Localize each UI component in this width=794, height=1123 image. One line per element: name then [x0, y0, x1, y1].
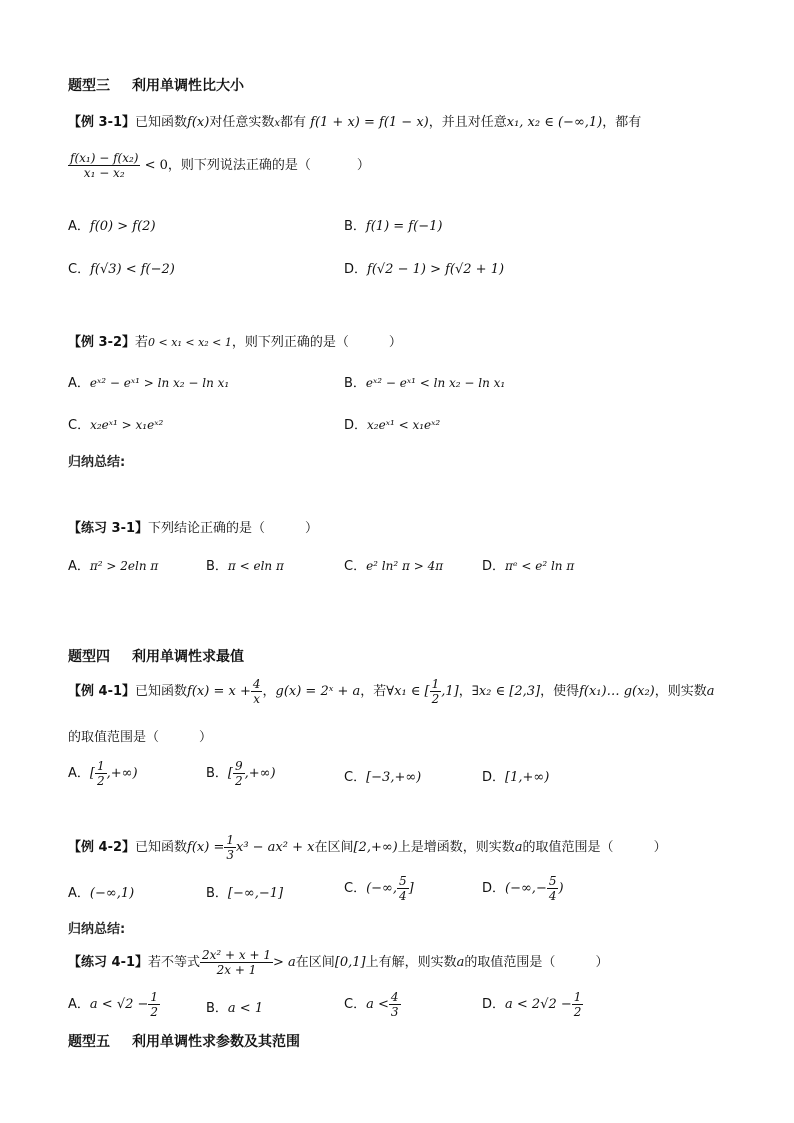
fraction [233, 759, 245, 788]
text: ，并且对任意 [428, 115, 507, 130]
section-heading-4 [68, 646, 244, 666]
option-text: (−∞,− [505, 881, 547, 896]
option-letter: A． [68, 766, 90, 781]
option-d[interactable] [344, 414, 440, 433]
option-b[interactable]: B．[ $\frac{9}{2}$ ,+∞) [206, 759, 276, 788]
text: 在区间 [314, 840, 354, 855]
fraction-denominator: 2 [150, 1005, 159, 1019]
math: 0 < x₁ < x₂ < 1 [148, 336, 232, 349]
option-letter: C． [344, 770, 367, 785]
option-letter: A． [68, 219, 90, 234]
fraction-numerator: 4 [390, 990, 399, 1004]
fraction-denominator: 2 [235, 774, 243, 788]
fraction [251, 677, 263, 706]
option-letter: C． [68, 262, 91, 277]
option-letter: C． [68, 418, 91, 433]
text: 上是增函数，则实数 [397, 840, 515, 855]
fraction [572, 990, 584, 1019]
fraction-numerator: 5 [399, 874, 407, 888]
option-a[interactable] [68, 215, 156, 234]
option-c[interactable] [68, 414, 163, 433]
option-letter: D． [344, 418, 368, 433]
option-a[interactable] [68, 372, 229, 391]
option-text: a < [366, 997, 389, 1012]
section-number: 题型三 [68, 78, 110, 94]
text: 下列结论正确的是（ [148, 521, 266, 536]
math: f(x) [187, 115, 210, 130]
fraction-denominator: 2 [96, 774, 105, 788]
option-letter: D． [482, 559, 506, 574]
option-d[interactable] [344, 258, 504, 277]
option-text: πᵉ < e² ln π [505, 559, 575, 573]
example-4-1-stem [68, 677, 715, 706]
example-3-2-stem [68, 331, 402, 350]
option-text: x₂eˣ¹ < x₁eˣ² [367, 418, 441, 432]
fraction-denominator: 2 [431, 692, 440, 706]
option-text: a < 1 [227, 1001, 264, 1016]
section-title: 利用单调性比大小 [132, 78, 244, 94]
math: a [456, 955, 465, 970]
option-c[interactable] [344, 874, 414, 903]
math: f(x) = x + [187, 684, 251, 699]
option-b[interactable] [344, 372, 505, 391]
option-letter: A． [68, 376, 90, 391]
option-text: eˣ² − eˣ¹ > ln x₂ − ln x₁ [89, 376, 230, 390]
option-d[interactable] [482, 555, 574, 574]
text: ） [388, 335, 402, 350]
option-d[interactable] [482, 766, 549, 785]
fraction-denominator: 2x + 1 [216, 963, 257, 977]
text: ，若 [360, 684, 387, 699]
example-3-1-stem [68, 111, 641, 130]
math: x₁, x₂ ∈ (−∞,1) [506, 115, 603, 130]
math: f(x₁)… g(x₂) [579, 684, 655, 699]
text: ，则下列说法正确的是（ [167, 158, 311, 173]
fraction-denominator: 4 [399, 889, 407, 903]
option-text: ] [408, 881, 414, 896]
option-text: f(√2 − 1) > f(√2 + 1) [367, 262, 505, 277]
fraction-numerator: 2x² + x + 1 [202, 948, 272, 962]
option-text: eˣ² − eˣ¹ < ln x₂ − ln x₁ [365, 376, 506, 390]
option-letter: D． [482, 881, 506, 896]
math: [2,+∞) [353, 840, 398, 855]
option-d[interactable] [482, 990, 583, 1019]
option-c[interactable] [344, 555, 443, 574]
fraction-numerator: 5 [548, 874, 557, 888]
option-a[interactable] [68, 990, 160, 1019]
option-letter: A． [68, 886, 90, 901]
option-b[interactable] [206, 882, 283, 901]
fraction [430, 677, 442, 706]
option-letter: A． [68, 559, 90, 574]
math: g(x) = 2ˣ + a [275, 684, 361, 699]
text: ） [199, 730, 213, 745]
text: 已知函数 [135, 840, 188, 855]
option-text: [1,+∞) [505, 770, 550, 785]
example-3-1-condition [68, 151, 370, 180]
fraction-numerator: 4 [252, 677, 261, 691]
option-letter: B． [206, 766, 228, 781]
practice-4-1-stem [68, 948, 608, 977]
practice-label: 【练习 3-1】 [68, 521, 149, 536]
option-d[interactable] [482, 874, 564, 903]
option-text: f(√3) < f(−2) [90, 262, 175, 277]
text: 若不等式 [148, 955, 201, 970]
option-text: π² > 2eln π [89, 559, 159, 573]
practice-label: 【练习 4-1】 [68, 955, 149, 970]
option-a[interactable] [68, 555, 158, 574]
fraction [224, 833, 236, 862]
option-c[interactable] [344, 766, 421, 785]
example-label: 【例 4-1】 [68, 684, 136, 699]
fraction-denominator: 3 [390, 1005, 399, 1019]
option-b[interactable] [206, 997, 263, 1016]
option-text: x₂eˣ¹ > x₁eˣ² [90, 418, 164, 432]
text: 上有解，则实数 [365, 955, 457, 970]
option-letter: C． [344, 559, 367, 574]
fraction [200, 948, 273, 977]
fraction-numerator: 9 [235, 759, 243, 773]
text: 都有 [279, 115, 306, 130]
option-letter: B． [206, 559, 228, 574]
fraction-numerator: 1 [226, 833, 234, 847]
summary-label: 归纳总结: [68, 922, 126, 937]
text: ，则实数 [654, 684, 707, 699]
fraction-numerator: 1 [573, 990, 582, 1004]
option-letter: B． [206, 1001, 228, 1016]
text: ） [305, 521, 319, 536]
option-text: a < 2√2 − [505, 997, 572, 1012]
option-text: π < eln π [227, 559, 284, 573]
fraction-numerator: f(x₁) − f(x₂) [70, 151, 139, 165]
option-letter: D． [482, 770, 506, 785]
example-label: 【例 3-1】 [68, 115, 136, 130]
fraction-denominator: x₁ − x₂ [83, 166, 125, 180]
text: ，都有 [602, 115, 642, 130]
option-c[interactable] [68, 258, 175, 277]
option-letter: A． [68, 997, 90, 1012]
fraction [397, 874, 409, 903]
fraction-denominator: 4 [548, 889, 557, 903]
option-text: [−3,+∞) [366, 770, 422, 785]
option-text: a < √2 − [89, 997, 149, 1012]
example-label: 【例 4-2】 [68, 840, 136, 855]
math: [0,1] [334, 955, 366, 970]
option-letter: B． [344, 376, 366, 391]
text: 的取值范围是（ [464, 955, 556, 970]
section-heading-5 [68, 1031, 300, 1051]
text: ，使得 [540, 684, 580, 699]
math: x [274, 118, 280, 129]
text: ，则下列正确的是（ [231, 335, 349, 350]
text: ） [595, 955, 609, 970]
fraction-numerator: 1 [96, 759, 105, 773]
fraction-denominator: 2 [573, 1005, 582, 1019]
text: ， [458, 684, 472, 699]
text: ） [356, 158, 370, 173]
section-number: 题型五 [68, 1034, 110, 1050]
option-a[interactable] [68, 882, 134, 901]
section-number: 题型四 [68, 649, 110, 665]
option-text: [−∞,−1] [227, 886, 284, 901]
math: x³ − ax² + x [235, 840, 315, 855]
math: a [706, 684, 715, 699]
option-letter: D． [482, 997, 506, 1012]
text: 已知函数 [135, 115, 188, 130]
math: f(x) = [187, 840, 225, 855]
math: > a [273, 955, 296, 970]
math: a [514, 840, 523, 855]
option-text: f(1) = f(−1) [365, 219, 443, 234]
fraction-denominator: 3 [226, 848, 234, 862]
fraction-numerator: 1 [431, 677, 440, 691]
fraction [95, 759, 107, 788]
option-letter: C． [344, 881, 367, 896]
fraction-denominator: x [253, 692, 261, 706]
option-b[interactable] [344, 215, 442, 234]
option-letter: B． [206, 886, 228, 901]
option-text: (−∞,1) [89, 886, 135, 901]
option-text: ) [558, 881, 564, 896]
math: < 0 [144, 158, 168, 173]
section-heading-3 [68, 75, 244, 95]
fraction [68, 151, 140, 180]
fraction [389, 990, 401, 1019]
option-text: ,+∞) [106, 766, 138, 781]
math: ∃x₂ ∈ [2,3] [471, 684, 541, 699]
option-a[interactable]: A．[ $\frac{1}{2}$ ,+∞) [68, 759, 138, 788]
example-4-2-stem [68, 833, 667, 862]
math: ∀x₁ ∈ [ [386, 684, 430, 699]
option-text: e² ln² π > 4π [366, 559, 444, 573]
fraction [148, 990, 160, 1019]
text: ， [262, 684, 276, 699]
option-text: (−∞, [366, 881, 398, 896]
text: 已知函数 [135, 684, 188, 699]
summary-label: 归纳总结: [68, 455, 126, 470]
example-4-1-stem-cont [68, 726, 212, 745]
option-letter: D． [344, 262, 368, 277]
option-text: ,+∞) [244, 766, 276, 781]
example-label: 【例 3-2】 [68, 335, 136, 350]
option-letter: B． [344, 219, 366, 234]
fraction [547, 874, 559, 903]
practice-3-1-stem [68, 517, 318, 536]
text: 对任意实数 [209, 115, 275, 130]
option-letter: C． [344, 997, 367, 1012]
text: 的取值范围是（ [68, 730, 160, 745]
text: 的取值范围是（ [522, 840, 614, 855]
option-b[interactable] [206, 555, 284, 574]
math: ,1] [441, 684, 459, 699]
text: 若 [135, 335, 149, 350]
text: ） [653, 840, 667, 855]
section-title: 利用单调性求参数及其范围 [132, 1034, 300, 1050]
section-title: 利用单调性求最值 [132, 649, 244, 665]
math: f(1 + x) = f(1 − x) [310, 115, 429, 130]
fraction-numerator: 1 [150, 990, 159, 1004]
option-text: f(0) > f(2) [89, 219, 156, 234]
option-c[interactable] [344, 990, 401, 1019]
text: 在区间 [295, 955, 335, 970]
